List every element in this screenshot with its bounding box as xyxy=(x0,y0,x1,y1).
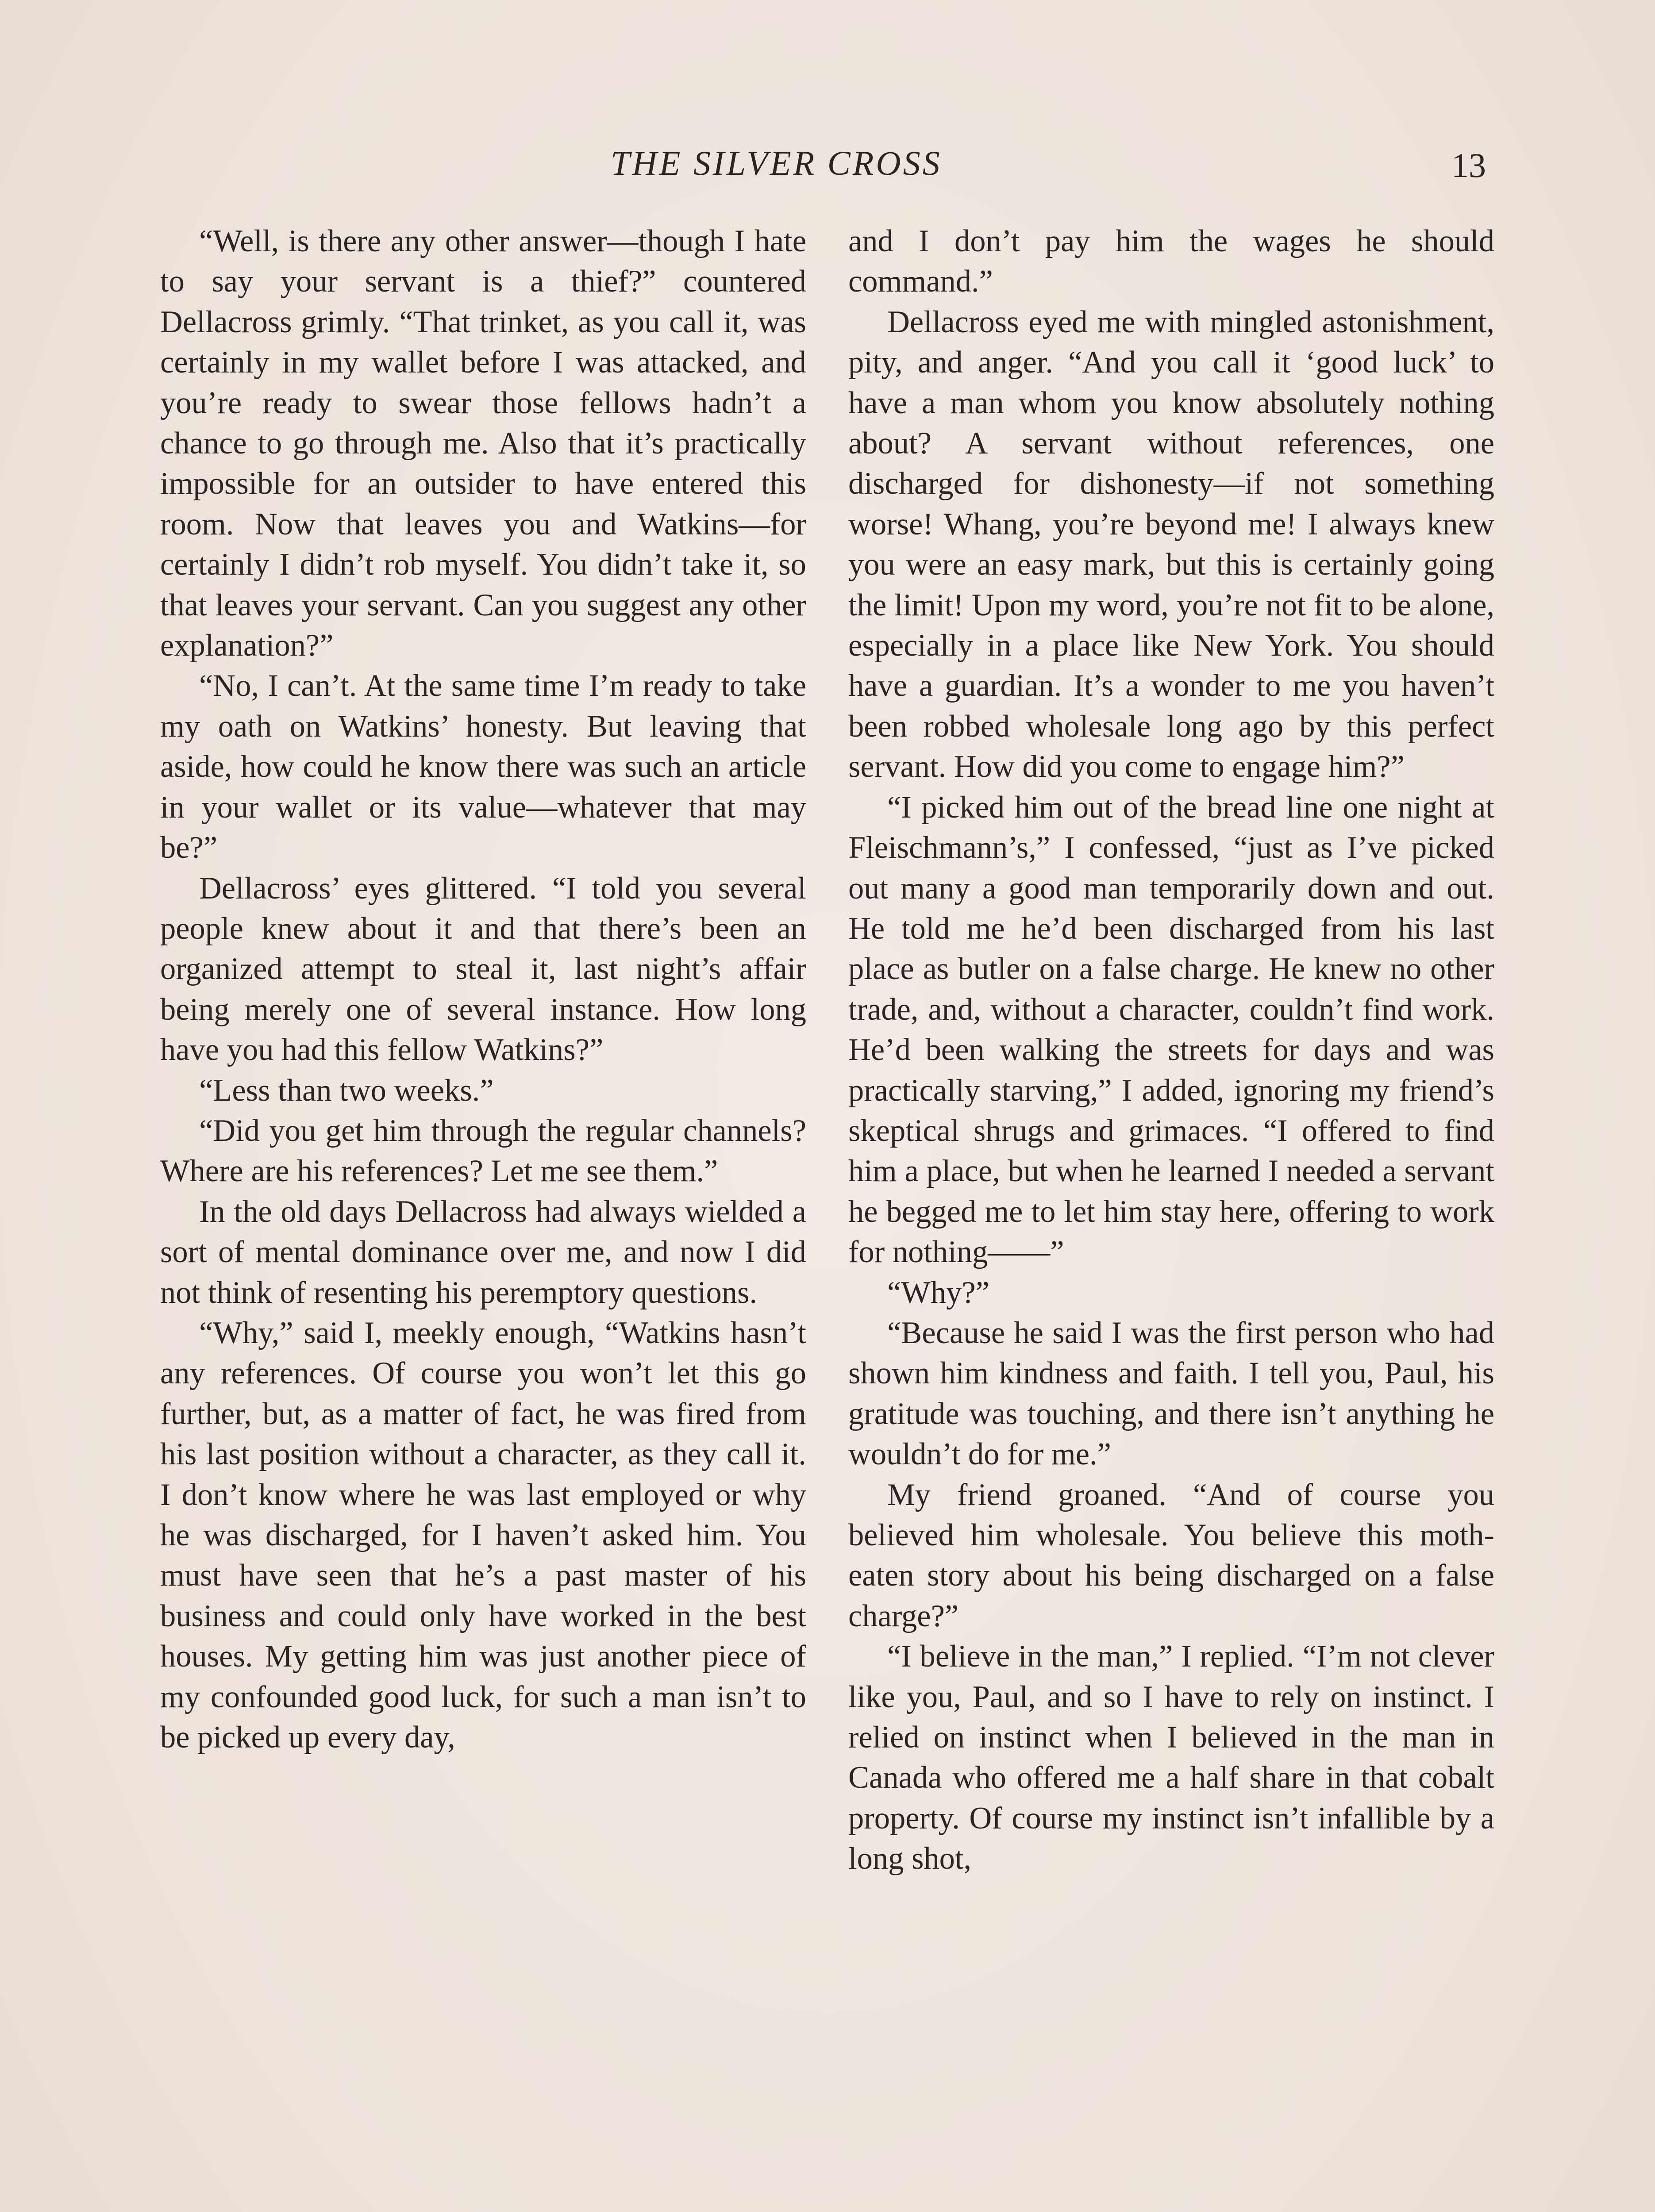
paragraph: “Why,” said I, meekly enough, “Watkins hasn’t any references. Of course you won’t let this go further, but, as a matter of fact, he was fired from his last position without a character, as they call it. I don’t know where he was last employed or why he was discharged, for I haven’t asked him. You must have seen that he’s a past master of his business and could only have worked in the best houses. My getting him was just another piece of my confounded good luck, for such a man isn’t to be picked up every day, xyxy=(160,1315,806,1755)
running-title: THE SILVER CROSS xyxy=(611,144,942,182)
left-column xyxy=(160,221,806,1758)
page-number: 13 xyxy=(1451,146,1486,184)
paragraph-continued: and I don’t pay him the wages he should command.” xyxy=(848,224,1494,299)
paragraph: “No, I can’t. At the same time I’m ready to take my oath on Watkins’ honesty. But leaving that aside, how could he know there was such an article in your wallet or its value—whatever that may be?” xyxy=(160,668,806,865)
paragraph: “Less than two weeks.” xyxy=(199,1073,494,1108)
paragraph: “I believe in the man,” I replied. “I’m not clever like you, Paul, and so I have to rely on instinct. I relied on instinct when I believed in the man in Canada who offered me a half share in that cobalt property. Of course my instinct isn’t infallible by a long shot, xyxy=(848,1639,1494,1876)
right-column xyxy=(848,221,1494,1879)
paragraph: In the old days Dellacross had always wielded a sort of mental dominance over me, and now I did not think of resenting his peremptory questions. xyxy=(160,1194,806,1310)
paragraph: “Because he said I was the first person who had shown him kindness and faith. I tell you, Paul, his gratitude was touching, and there isn’t anything he wouldn’t do for me.” xyxy=(848,1315,1494,1472)
paragraph: Dellacross’ eyes glittered. “I told you several people knew about it and that there’s been an organized attempt to steal it, last night’s affair being merely one of several instance. How long have you had this fellow Watkins?” xyxy=(160,871,806,1068)
paragraph: “Why?” xyxy=(887,1275,989,1310)
paragraph: “Did you get him through the regular channels? Where are his references? Let me see them.” xyxy=(160,1113,806,1189)
paragraph: Dellacross eyed me with mingled astonishment, pity, and anger. “And you call it ‘good luck’ to have a man whom you know absolutely nothing about? A servant without references, one discharged for dishonesty—if not something worse! Whang, you’re beyond me! I always knew you were an easy mark, but this is certainly going the limit! Upon my word, you’re not fit to be alone, especially in a place like New York. You should have a guardian. It’s a wonder to me you haven’t been robbed wholesale long ago by this perfect servant. How did you come to engage him?” xyxy=(848,304,1494,784)
paragraph: “I picked him out of the bread line one night at Fleischmann’s,” I confessed, “just as I’ve picked out many a good man temporarily down and out. He told me he’d been discharged from his last place as butler on a false charge. He knew no other trade, and, without a character, couldn’t find work. He’d been walking the streets for days and was practically starving,” I added, ignoring my friend’s skeptical shrugs and grimaces. “I offered to find him a place, but when he learned I needed a servant he begged me to let him stay here, offering to work for nothing——” xyxy=(848,790,1494,1270)
paragraph: “Well, is there any other answer—though I hate to say your servant is a thief?” countered Dellacross grimly. “That trinket, as you call it, was certainly in my wallet before I was attacked, and you’re ready to swear those fellows hadn’t a chance to go through me. Also that it’s practically impossible for an outsider to have entered this room. Now that leaves you and Watkins—for certainly I didn’t rob myself. You didn’t take it, so that leaves your servant. Can you suggest any other explanation?” xyxy=(160,224,806,663)
paragraph: My friend groaned. “And of course you believed him wholesale. You believe this moth-eaten story about his being discharged on a false charge?” xyxy=(848,1477,1494,1633)
